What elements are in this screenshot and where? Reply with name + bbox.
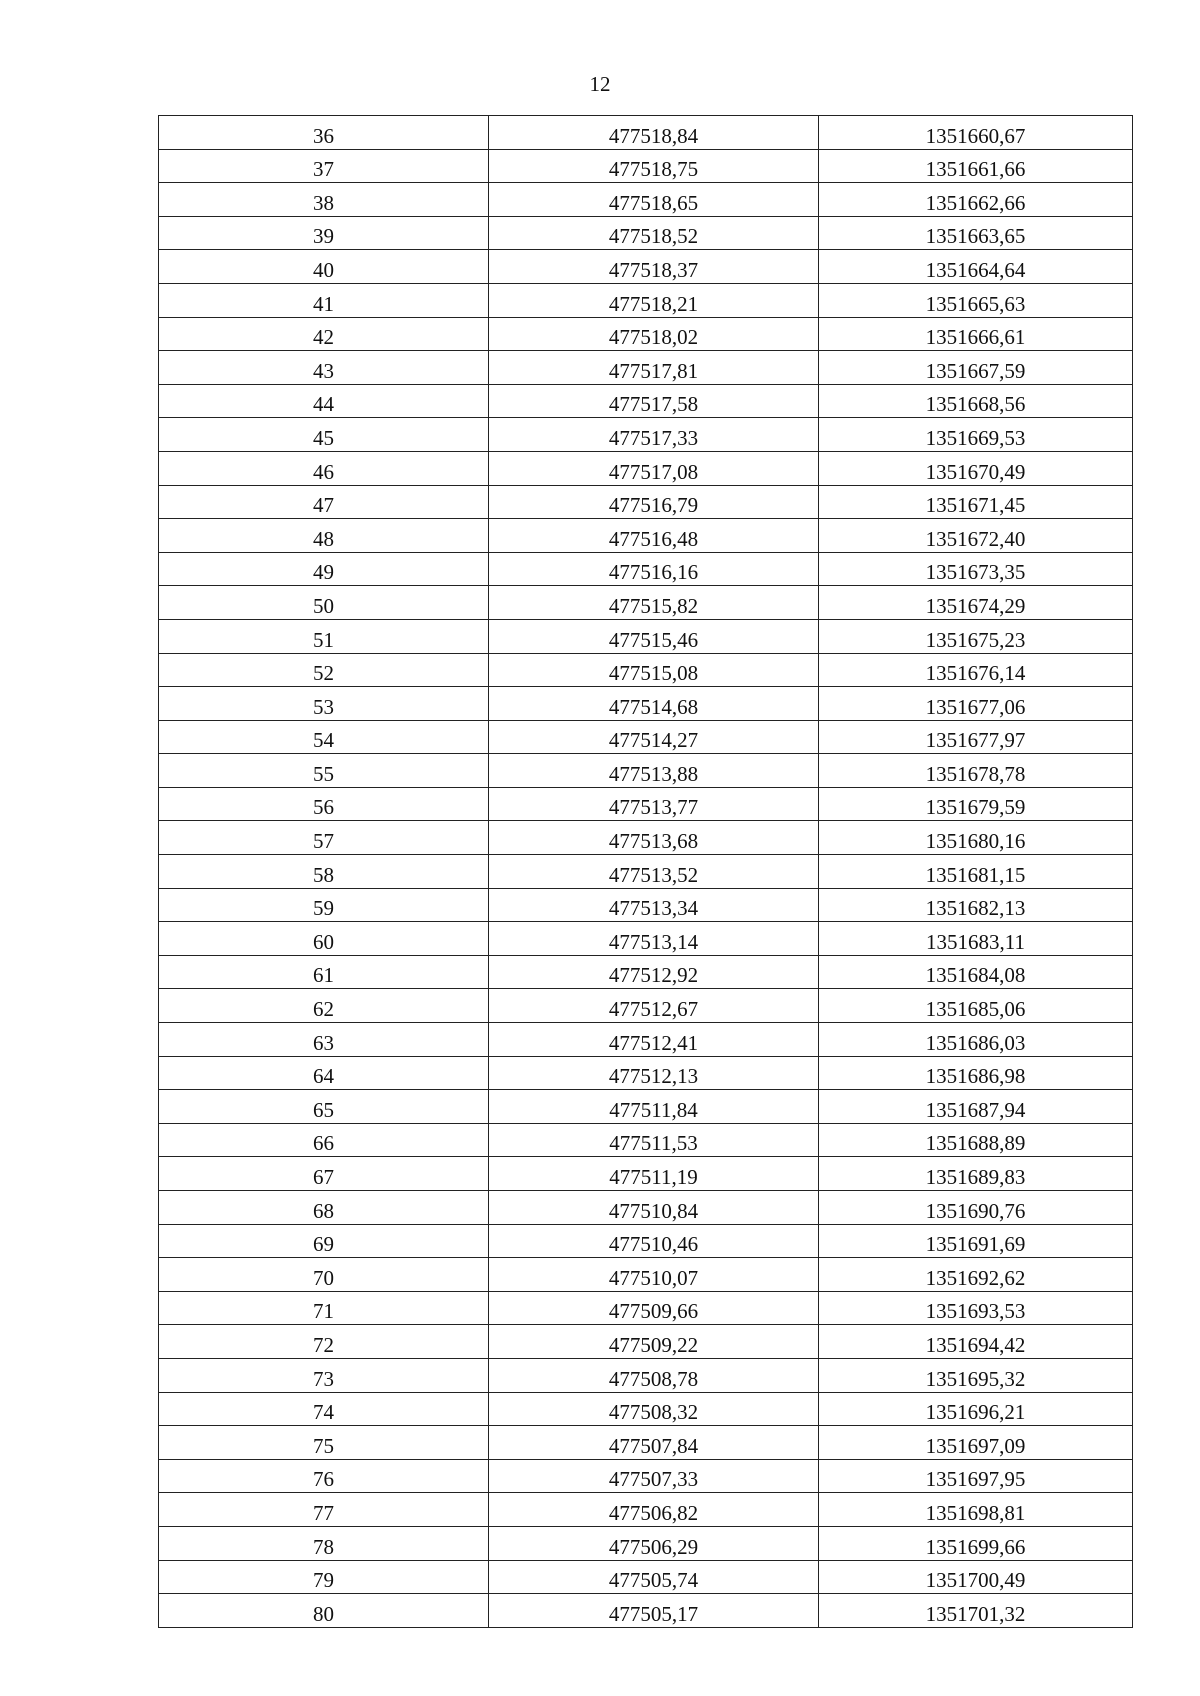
point-number-cell: 50 bbox=[159, 586, 489, 620]
y-coordinate-cell: 1351670,49 bbox=[819, 451, 1133, 485]
point-number-cell: 62 bbox=[159, 989, 489, 1023]
table-row bbox=[159, 922, 1133, 956]
point-number-cell: 57 bbox=[159, 821, 489, 855]
x-coordinate-cell: 477517,08 bbox=[489, 451, 819, 485]
point-number-cell: 36 bbox=[159, 116, 489, 150]
table-row bbox=[159, 1526, 1133, 1560]
y-coordinate-cell: 1351700,49 bbox=[819, 1560, 1133, 1594]
x-coordinate-cell: 477511,84 bbox=[489, 1090, 819, 1124]
point-number-cell: 43 bbox=[159, 351, 489, 385]
table-row bbox=[159, 250, 1133, 284]
table-row bbox=[159, 1224, 1133, 1258]
y-coordinate-cell: 1351699,66 bbox=[819, 1526, 1133, 1560]
x-coordinate-cell: 477512,13 bbox=[489, 1056, 819, 1090]
table-row bbox=[159, 720, 1133, 754]
x-coordinate-cell: 477517,81 bbox=[489, 351, 819, 385]
point-number-cell: 46 bbox=[159, 451, 489, 485]
y-coordinate-cell: 1351683,11 bbox=[819, 922, 1133, 956]
page-number: 12 bbox=[589, 72, 611, 96]
table-row bbox=[159, 485, 1133, 519]
coordinates-table-body bbox=[159, 116, 1133, 1628]
table-row bbox=[159, 821, 1133, 855]
x-coordinate-cell: 477513,52 bbox=[489, 855, 819, 889]
point-number-cell: 72 bbox=[159, 1325, 489, 1359]
point-number-cell: 64 bbox=[159, 1056, 489, 1090]
y-coordinate-cell: 1351679,59 bbox=[819, 787, 1133, 821]
x-coordinate-cell: 477509,66 bbox=[489, 1291, 819, 1325]
y-coordinate-cell: 1351675,23 bbox=[819, 619, 1133, 653]
table-row bbox=[159, 754, 1133, 788]
point-number-cell: 53 bbox=[159, 687, 489, 721]
point-number-cell: 56 bbox=[159, 787, 489, 821]
x-coordinate-cell: 477518,84 bbox=[489, 116, 819, 150]
x-coordinate-cell: 477515,82 bbox=[489, 586, 819, 620]
table-row bbox=[159, 552, 1133, 586]
y-coordinate-cell: 1351664,64 bbox=[819, 250, 1133, 284]
x-coordinate-cell: 477513,34 bbox=[489, 888, 819, 922]
x-coordinate-cell: 477514,68 bbox=[489, 687, 819, 721]
y-coordinate-cell: 1351691,69 bbox=[819, 1224, 1133, 1258]
x-coordinate-cell: 477518,02 bbox=[489, 317, 819, 351]
point-number-cell: 63 bbox=[159, 1023, 489, 1057]
x-coordinate-cell: 477516,48 bbox=[489, 519, 819, 553]
x-coordinate-cell: 477513,77 bbox=[489, 787, 819, 821]
point-number-cell: 51 bbox=[159, 619, 489, 653]
point-number-cell: 37 bbox=[159, 149, 489, 183]
x-coordinate-cell: 477516,16 bbox=[489, 552, 819, 586]
table-row bbox=[159, 1426, 1133, 1460]
x-coordinate-cell: 477517,58 bbox=[489, 384, 819, 418]
point-number-cell: 48 bbox=[159, 519, 489, 553]
y-coordinate-cell: 1351684,08 bbox=[819, 955, 1133, 989]
x-coordinate-cell: 477511,53 bbox=[489, 1123, 819, 1157]
x-coordinate-cell: 477506,82 bbox=[489, 1493, 819, 1527]
y-coordinate-cell: 1351666,61 bbox=[819, 317, 1133, 351]
table-row bbox=[159, 619, 1133, 653]
table-row bbox=[159, 787, 1133, 821]
point-number-cell: 38 bbox=[159, 183, 489, 217]
table-row bbox=[159, 1123, 1133, 1157]
x-coordinate-cell: 477507,84 bbox=[489, 1426, 819, 1460]
y-coordinate-cell: 1351695,32 bbox=[819, 1358, 1133, 1392]
table-row bbox=[159, 955, 1133, 989]
y-coordinate-cell: 1351681,15 bbox=[819, 855, 1133, 889]
y-coordinate-cell: 1351698,81 bbox=[819, 1493, 1133, 1527]
y-coordinate-cell: 1351697,09 bbox=[819, 1426, 1133, 1460]
point-number-cell: 76 bbox=[159, 1459, 489, 1493]
x-coordinate-cell: 477514,27 bbox=[489, 720, 819, 754]
x-coordinate-cell: 477508,78 bbox=[489, 1358, 819, 1392]
table-row bbox=[159, 855, 1133, 889]
y-coordinate-cell: 1351671,45 bbox=[819, 485, 1133, 519]
y-coordinate-cell: 1351696,21 bbox=[819, 1392, 1133, 1426]
table-row bbox=[159, 183, 1133, 217]
point-number-cell: 70 bbox=[159, 1258, 489, 1292]
table-row bbox=[159, 687, 1133, 721]
point-number-cell: 61 bbox=[159, 955, 489, 989]
table-row bbox=[159, 1325, 1133, 1359]
table-row bbox=[159, 149, 1133, 183]
x-coordinate-cell: 477512,67 bbox=[489, 989, 819, 1023]
point-number-cell: 52 bbox=[159, 653, 489, 687]
table-row bbox=[159, 989, 1133, 1023]
point-number-cell: 77 bbox=[159, 1493, 489, 1527]
x-coordinate-cell: 477512,41 bbox=[489, 1023, 819, 1057]
table-row bbox=[159, 1258, 1133, 1292]
coordinates-table bbox=[158, 115, 1133, 1628]
y-coordinate-cell: 1351667,59 bbox=[819, 351, 1133, 385]
x-coordinate-cell: 477509,22 bbox=[489, 1325, 819, 1359]
x-coordinate-cell: 477510,07 bbox=[489, 1258, 819, 1292]
y-coordinate-cell: 1351686,98 bbox=[819, 1056, 1133, 1090]
x-coordinate-cell: 477518,52 bbox=[489, 216, 819, 250]
y-coordinate-cell: 1351662,66 bbox=[819, 183, 1133, 217]
x-coordinate-cell: 477513,14 bbox=[489, 922, 819, 956]
x-coordinate-cell: 477507,33 bbox=[489, 1459, 819, 1493]
table-row bbox=[159, 216, 1133, 250]
point-number-cell: 75 bbox=[159, 1426, 489, 1460]
table-row bbox=[159, 1056, 1133, 1090]
table-row bbox=[159, 1493, 1133, 1527]
x-coordinate-cell: 477518,37 bbox=[489, 250, 819, 284]
y-coordinate-cell: 1351674,29 bbox=[819, 586, 1133, 620]
point-number-cell: 58 bbox=[159, 855, 489, 889]
point-number-cell: 80 bbox=[159, 1594, 489, 1628]
y-coordinate-cell: 1351672,40 bbox=[819, 519, 1133, 553]
point-number-cell: 54 bbox=[159, 720, 489, 754]
x-coordinate-cell: 477505,74 bbox=[489, 1560, 819, 1594]
point-number-cell: 67 bbox=[159, 1157, 489, 1191]
point-number-cell: 49 bbox=[159, 552, 489, 586]
x-coordinate-cell: 477518,75 bbox=[489, 149, 819, 183]
point-number-cell: 71 bbox=[159, 1291, 489, 1325]
table-row bbox=[159, 1157, 1133, 1191]
point-number-cell: 73 bbox=[159, 1358, 489, 1392]
y-coordinate-cell: 1351685,06 bbox=[819, 989, 1133, 1023]
table-row bbox=[159, 317, 1133, 351]
point-number-cell: 68 bbox=[159, 1191, 489, 1225]
y-coordinate-cell: 1351701,32 bbox=[819, 1594, 1133, 1628]
x-coordinate-cell: 477515,08 bbox=[489, 653, 819, 687]
point-number-cell: 45 bbox=[159, 418, 489, 452]
table-row bbox=[159, 586, 1133, 620]
x-coordinate-cell: 477517,33 bbox=[489, 418, 819, 452]
point-number-cell: 47 bbox=[159, 485, 489, 519]
table-row bbox=[159, 1191, 1133, 1225]
point-number-cell: 79 bbox=[159, 1560, 489, 1594]
x-coordinate-cell: 477515,46 bbox=[489, 619, 819, 653]
x-coordinate-cell: 477518,65 bbox=[489, 183, 819, 217]
y-coordinate-cell: 1351688,89 bbox=[819, 1123, 1133, 1157]
point-number-cell: 41 bbox=[159, 283, 489, 317]
table-row bbox=[159, 1358, 1133, 1392]
y-coordinate-cell: 1351692,62 bbox=[819, 1258, 1133, 1292]
x-coordinate-cell: 477510,84 bbox=[489, 1191, 819, 1225]
y-coordinate-cell: 1351673,35 bbox=[819, 552, 1133, 586]
point-number-cell: 42 bbox=[159, 317, 489, 351]
table-row bbox=[159, 418, 1133, 452]
x-coordinate-cell: 477512,92 bbox=[489, 955, 819, 989]
table-row bbox=[159, 1090, 1133, 1124]
y-coordinate-cell: 1351687,94 bbox=[819, 1090, 1133, 1124]
y-coordinate-cell: 1351694,42 bbox=[819, 1325, 1133, 1359]
table-row bbox=[159, 1560, 1133, 1594]
x-coordinate-cell: 477505,17 bbox=[489, 1594, 819, 1628]
point-number-cell: 59 bbox=[159, 888, 489, 922]
y-coordinate-cell: 1351690,76 bbox=[819, 1191, 1133, 1225]
point-number-cell: 66 bbox=[159, 1123, 489, 1157]
table-row bbox=[159, 888, 1133, 922]
y-coordinate-cell: 1351676,14 bbox=[819, 653, 1133, 687]
x-coordinate-cell: 477513,68 bbox=[489, 821, 819, 855]
y-coordinate-cell: 1351677,97 bbox=[819, 720, 1133, 754]
x-coordinate-cell: 477513,88 bbox=[489, 754, 819, 788]
table-row bbox=[159, 351, 1133, 385]
x-coordinate-cell: 477516,79 bbox=[489, 485, 819, 519]
x-coordinate-cell: 477506,29 bbox=[489, 1526, 819, 1560]
point-number-cell: 39 bbox=[159, 216, 489, 250]
table-row bbox=[159, 519, 1133, 553]
y-coordinate-cell: 1351663,65 bbox=[819, 216, 1133, 250]
point-number-cell: 78 bbox=[159, 1526, 489, 1560]
y-coordinate-cell: 1351661,66 bbox=[819, 149, 1133, 183]
y-coordinate-cell: 1351697,95 bbox=[819, 1459, 1133, 1493]
y-coordinate-cell: 1351665,63 bbox=[819, 283, 1133, 317]
table-row bbox=[159, 1594, 1133, 1628]
table-row bbox=[159, 1392, 1133, 1426]
x-coordinate-cell: 477510,46 bbox=[489, 1224, 819, 1258]
y-coordinate-cell: 1351686,03 bbox=[819, 1023, 1133, 1057]
y-coordinate-cell: 1351682,13 bbox=[819, 888, 1133, 922]
table-row bbox=[159, 116, 1133, 150]
y-coordinate-cell: 1351668,56 bbox=[819, 384, 1133, 418]
table-row bbox=[159, 1023, 1133, 1057]
table-row bbox=[159, 283, 1133, 317]
point-number-cell: 44 bbox=[159, 384, 489, 418]
table-row bbox=[159, 1459, 1133, 1493]
y-coordinate-cell: 1351677,06 bbox=[819, 687, 1133, 721]
y-coordinate-cell: 1351669,53 bbox=[819, 418, 1133, 452]
table-row bbox=[159, 1291, 1133, 1325]
table-row bbox=[159, 653, 1133, 687]
y-coordinate-cell: 1351678,78 bbox=[819, 754, 1133, 788]
point-number-cell: 60 bbox=[159, 922, 489, 956]
point-number-cell: 55 bbox=[159, 754, 489, 788]
point-number-cell: 74 bbox=[159, 1392, 489, 1426]
y-coordinate-cell: 1351689,83 bbox=[819, 1157, 1133, 1191]
point-number-cell: 65 bbox=[159, 1090, 489, 1124]
x-coordinate-cell: 477511,19 bbox=[489, 1157, 819, 1191]
table-row bbox=[159, 451, 1133, 485]
y-coordinate-cell: 1351693,53 bbox=[819, 1291, 1133, 1325]
y-coordinate-cell: 1351680,16 bbox=[819, 821, 1133, 855]
point-number-cell: 40 bbox=[159, 250, 489, 284]
point-number-cell: 69 bbox=[159, 1224, 489, 1258]
y-coordinate-cell: 1351660,67 bbox=[819, 116, 1133, 150]
x-coordinate-cell: 477508,32 bbox=[489, 1392, 819, 1426]
x-coordinate-cell: 477518,21 bbox=[489, 283, 819, 317]
table-row bbox=[159, 384, 1133, 418]
